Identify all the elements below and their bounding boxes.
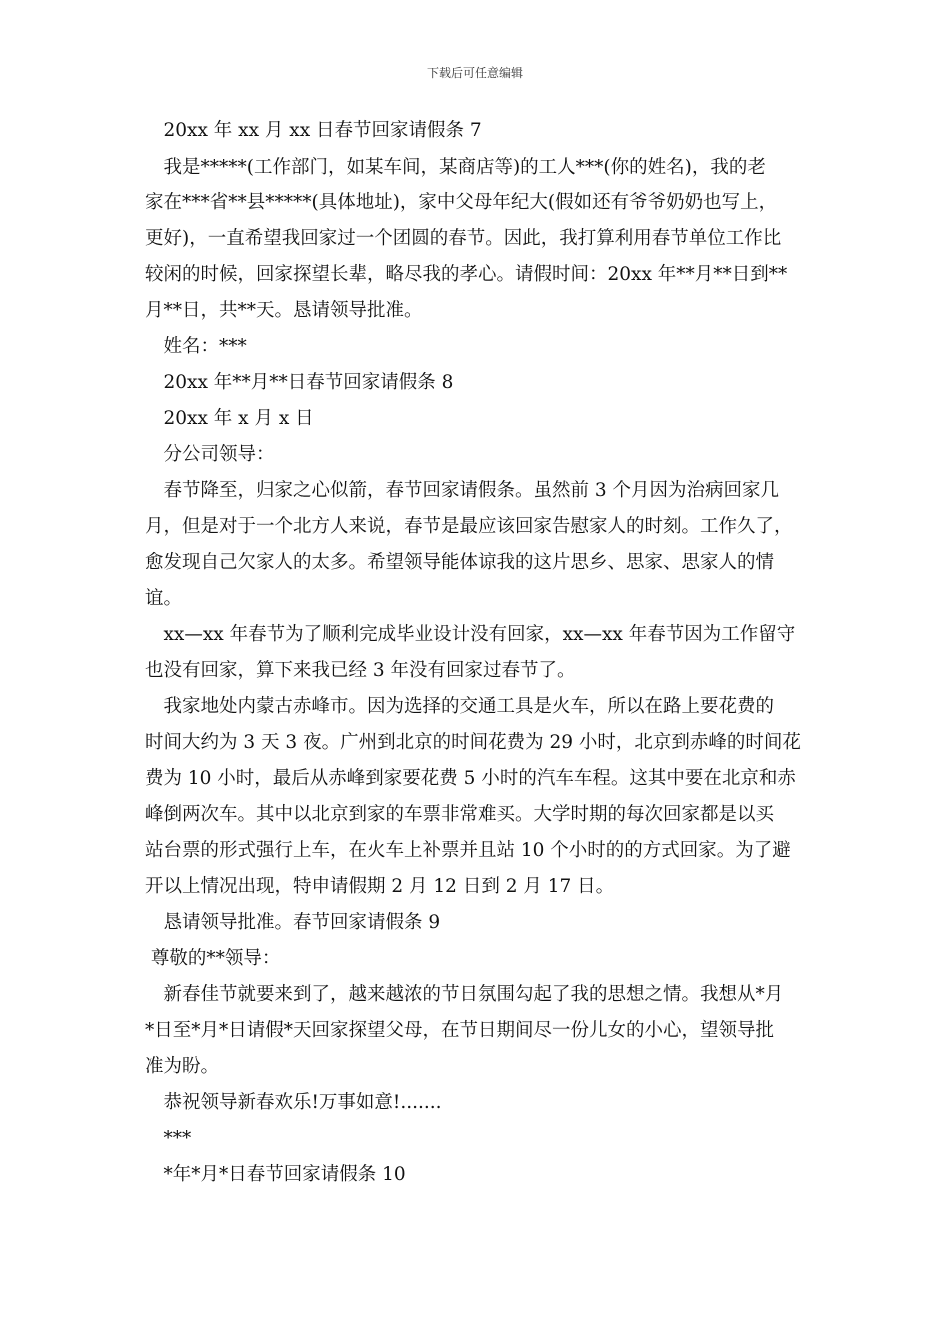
text-line: 恳请领导批准。春节回家请假条 9 <box>145 912 441 933</box>
text-line: 家在***省**县*****(具体地址)，家中父母年纪大(假如还有爷爷奶奶也写上， <box>145 192 778 213</box>
text-line: *日至*月*日请假*天回家探望父母，在节日期间尽一份儿女的小心，望领导批 <box>145 1020 775 1041</box>
text-line: 峰倒两次车。其中以北京到家的车票非常难买。大学时期的每次回家都是以买 <box>145 804 775 825</box>
text-line: 更好)，一直希望我回家过一个团圆的春节。因此，我打算利用春节单位工作比 <box>145 228 782 249</box>
text-line: 新春佳节就要来到了，越来越浓的节日氛围勾起了我的思想之情。我想从*月 <box>145 984 784 1005</box>
text-line: *** <box>145 1128 192 1149</box>
text-line: 准为盼。 <box>145 1056 220 1077</box>
text-line: 也没有回家，算下来我已经 3 年没有回家过春节了。 <box>145 660 576 681</box>
text-line: 我是*****(工作部门，如某车间，某商店等)的工人***(你的姓名)，我的老 <box>145 157 766 178</box>
text-line: 尊敬的**领导： <box>145 948 281 969</box>
text-line: 谊。 <box>145 588 183 609</box>
text-line: 费为 10 小时，最后从赤峰到家要花费 5 小时的汽车车程。这其中要在北京和赤 <box>145 768 796 789</box>
text-line: 开以上情况出现，特申请假期 2 月 12 日到 2 月 17 日。 <box>145 876 615 897</box>
text-line: 愈发现自己欠家人的太多。希望领导能体谅我的这片思乡、思家、思家人的情 <box>145 552 775 573</box>
text-line: 姓名：*** <box>145 336 247 357</box>
text-line: 恭祝领导新春欢乐!万事如意!....... <box>145 1092 442 1113</box>
text-line: 20xx 年 xx 月 xx 日春节回家请假条 7 <box>145 120 482 141</box>
page-header: 下载后可任意编辑 <box>426 66 523 80</box>
text-line: 时间大约为 3 天 3 夜。广州到北京的时间花费为 29 小时，北京到赤峰的时间花 <box>145 732 801 753</box>
text-line: *年*月*日春节回家请假条 10 <box>145 1164 406 1185</box>
text-line: 春节降至，归家之心似箭，春节回家请假条。虽然前 3 个月因为治病回家几 <box>145 480 780 501</box>
text-line: 20xx 年**月**日春节回家请假条 8 <box>145 372 454 393</box>
text-line: 我家地处内蒙古赤峰市。因为选择的交通工具是火车，所以在路上要花费的 <box>145 696 775 717</box>
text-line: 站台票的形式强行上车，在火车上补票并且站 10 个小时的的方式回家。为了避 <box>145 840 791 861</box>
text-line: 20xx 年 x 月 x 日 <box>145 408 314 429</box>
text-line: 月**日，共**天。恳请领导批准。 <box>145 300 423 321</box>
text-line: xx—xx 年春节为了顺利完成毕业设计没有回家，xx—xx 年春节因为工作留守 <box>145 624 796 645</box>
text-line: 较闲的时候，回家探望长辈，略尽我的孝心。请假时间：20xx 年**月**日到** <box>145 264 788 285</box>
text-line: 分公司领导： <box>145 444 275 465</box>
text-line: 月，但是对于一个北方人来说，春节是最应该回家告慰家人的时刻。工作久了， <box>145 516 793 537</box>
